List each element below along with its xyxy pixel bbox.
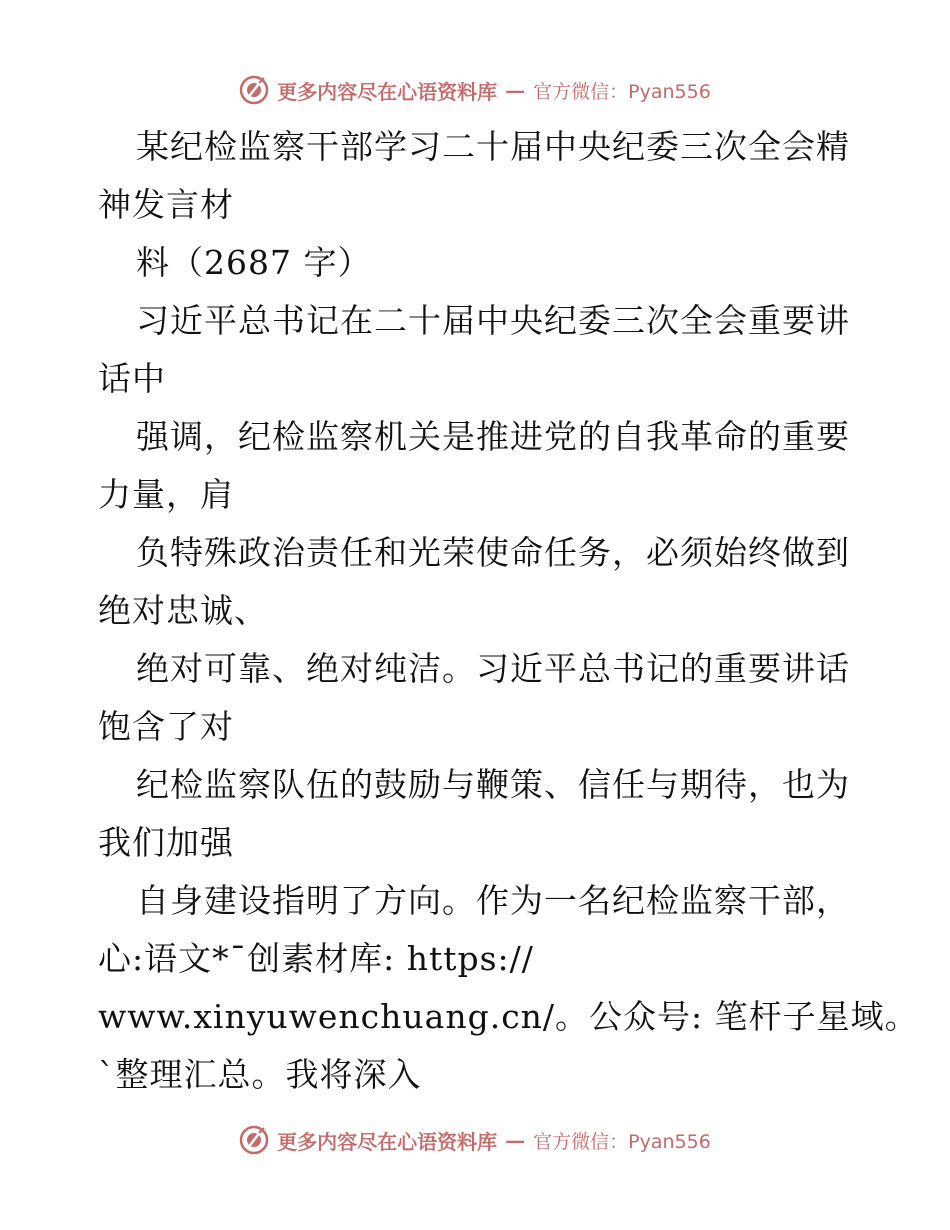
doc-line: 我们加强 — [98, 823, 234, 862]
pen-logo-icon — [239, 1125, 269, 1155]
banner-title: 更多内容尽在心语资料库 — [277, 79, 498, 104]
doc-line: 料（2687 字） — [136, 243, 372, 282]
banner-wechat: 官方微信：Pyan556 — [533, 1130, 711, 1153]
doc-line: `整理汇总。我将深入 — [98, 1055, 422, 1094]
pen-logo-icon — [239, 75, 269, 105]
footer-banner — [0, 1120, 950, 1160]
doc-line: 某纪检监察干部学习二十届中央纪委三次全会精 — [136, 127, 850, 166]
banner-separator: — — [505, 1128, 526, 1152]
doc-line: 习近平总书记在二十届中央纪委三次全会重要讲 — [136, 301, 850, 340]
doc-line: 话中 — [98, 359, 166, 398]
document-body — [98, 118, 919, 1104]
doc-line: 力量，肩 — [98, 475, 234, 514]
banner-separator: — — [505, 78, 526, 102]
header-banner — [0, 70, 950, 110]
doc-line-url-prefix: 心:语文*¯创素材库: https:// — [98, 939, 534, 978]
doc-line: 负特殊政治责任和光荣使命任务，必须始终做到 — [136, 533, 850, 572]
banner-wechat: 官方微信：Pyan556 — [533, 80, 711, 103]
doc-line: 强调，纪检监察机关是推进党的自我革命的重要 — [136, 417, 850, 456]
banner-title: 更多内容尽在心语资料库 — [277, 1129, 498, 1154]
doc-line: 饱含了对 — [98, 707, 234, 746]
doc-line-url: www.xinyuwenchuang.cn/。公众号: 笔杆子星域。 — [98, 997, 919, 1036]
doc-line: 神发言材 — [98, 185, 234, 224]
doc-line: 自身建设指明了方向。作为一名纪检监察干部， — [136, 881, 850, 920]
doc-line: 绝对可靠、绝对纯洁。习近平总书记的重要讲话 — [136, 649, 850, 688]
doc-line: 纪检监察队伍的鼓励与鞭策、信任与期待，也为 — [136, 765, 850, 804]
doc-line: 绝对忠诚、 — [98, 591, 268, 630]
